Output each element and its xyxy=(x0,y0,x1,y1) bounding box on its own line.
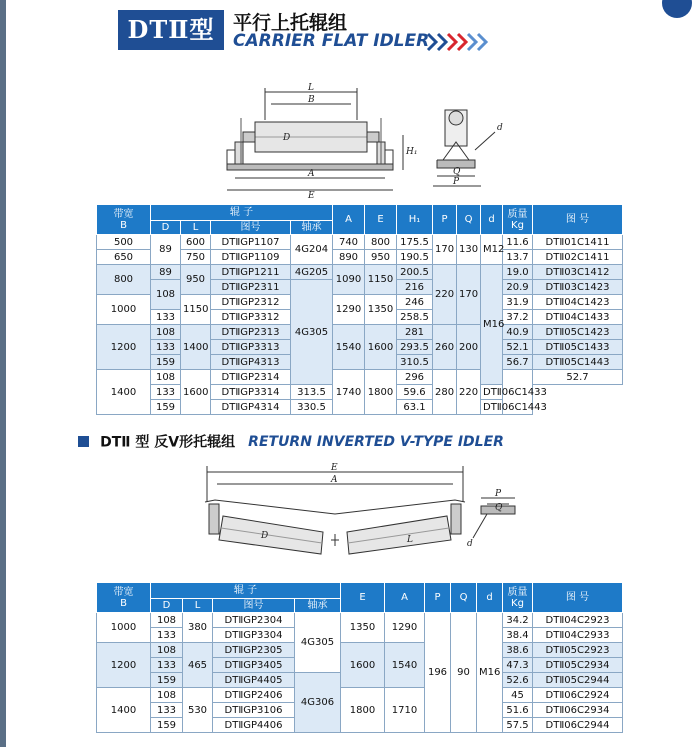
cell: 108 xyxy=(151,643,183,658)
cell: 293.5 xyxy=(397,340,433,355)
cell: 159 xyxy=(151,718,183,733)
cell: 216 xyxy=(397,280,433,295)
cell: 52.7 xyxy=(533,370,623,385)
dim2-d: d xyxy=(467,539,473,549)
cell: 1000 xyxy=(97,613,151,643)
cell: 52.6 xyxy=(503,673,533,688)
cell: DTⅡ04C1433 xyxy=(533,310,623,325)
cell: 133 xyxy=(151,703,183,718)
cell: 1150 xyxy=(181,295,211,325)
cell: 465 xyxy=(183,643,213,688)
return-idler-drawing xyxy=(195,462,525,574)
cell: 159 xyxy=(151,400,181,415)
cell: 530 xyxy=(183,688,213,733)
cell: DTⅡ05C2934 xyxy=(533,658,623,673)
cell: 45 xyxy=(503,688,533,703)
cell: 1350 xyxy=(365,295,397,325)
col-bearing: 轴承 xyxy=(291,221,333,235)
cell: 108 xyxy=(151,370,181,385)
cell: 750 xyxy=(181,250,211,265)
left-side-bar xyxy=(0,0,6,747)
cell: 47.3 xyxy=(503,658,533,673)
col-bandwidth: 带宽 B xyxy=(97,205,151,235)
title-english: CARRIER FLAT IDLER xyxy=(233,31,430,51)
cell: 260 xyxy=(433,325,457,370)
chevron-arrows-icon xyxy=(426,31,496,53)
cell: 890 xyxy=(333,250,365,265)
col-fig: 图 号 xyxy=(533,205,623,235)
cell: 108 xyxy=(151,325,181,340)
col2-E: E xyxy=(341,583,385,613)
carrier-idler-table xyxy=(96,204,623,415)
col-H1: H₁ xyxy=(397,205,433,235)
cell: DTⅡGP2304 xyxy=(213,613,295,628)
dim2-L: L xyxy=(407,535,413,545)
cell: 1600 xyxy=(341,643,385,688)
cell: 1350 xyxy=(341,613,385,643)
cell: 200 xyxy=(457,325,481,370)
cell: DTⅡ05C1423 xyxy=(533,325,623,340)
cell: 950 xyxy=(365,250,397,265)
cell: 4G204 xyxy=(291,235,333,265)
cell: DTⅡGP2312 xyxy=(211,295,291,310)
cell: DTⅡGP3314 xyxy=(211,385,291,400)
corner-logo-dot xyxy=(662,0,692,18)
cell: DTⅡGP1211 xyxy=(211,265,291,280)
cell: 650 xyxy=(97,250,151,265)
cell: 108 xyxy=(151,613,183,628)
col-Q: Q xyxy=(457,205,481,235)
cell: DTⅡ06C1433 xyxy=(481,385,503,400)
cell: 258.5 xyxy=(397,310,433,325)
cell: M16 xyxy=(481,265,503,385)
cell: 1400 xyxy=(97,370,151,415)
cell: 380 xyxy=(183,613,213,643)
cell: 281 xyxy=(397,325,433,340)
cell: 246 xyxy=(397,295,433,310)
cell: DTⅡGP2305 xyxy=(213,643,295,658)
col-E: E xyxy=(365,205,397,235)
cell: 190.5 xyxy=(397,250,433,265)
col2-A: A xyxy=(385,583,425,613)
cell: DTⅡ06C2944 xyxy=(533,718,623,733)
cell: DTⅡGP4314 xyxy=(211,400,291,415)
cell: DTⅡGP3304 xyxy=(213,628,295,643)
cell: DTⅡ06C2924 xyxy=(533,688,623,703)
title-chinese: 平行上托辊组 xyxy=(233,12,348,34)
cell: 133 xyxy=(151,658,183,673)
cell: M12 xyxy=(481,235,503,265)
cell: 38.4 xyxy=(503,628,533,643)
cell: 170 xyxy=(433,235,457,265)
section2-title-english: RETURN INVERTED V-TYPE IDLER xyxy=(248,433,504,450)
cell: M16 xyxy=(477,613,503,733)
col2-P: P xyxy=(425,583,451,613)
cell: 133 xyxy=(151,310,181,325)
dim2-D: D xyxy=(261,531,269,541)
cell: 1540 xyxy=(385,643,425,688)
cell: 313.5 xyxy=(291,385,333,400)
cell: DTⅡ06C1443 xyxy=(481,400,503,415)
cell: 159 xyxy=(151,673,183,688)
cell: 38.6 xyxy=(503,643,533,658)
cell: DTⅡGP4405 xyxy=(213,673,295,688)
col2-drawing-no: 图号 xyxy=(213,599,295,613)
dim-A: A xyxy=(308,169,315,179)
cell: 1290 xyxy=(385,613,425,643)
cell: 37.2 xyxy=(503,310,533,325)
cell: DTⅡGP2314 xyxy=(211,370,291,385)
cell: 108 xyxy=(151,280,181,310)
cell: 20.9 xyxy=(503,280,533,295)
cell: DTⅡGP3312 xyxy=(211,310,291,325)
dim2-E: E xyxy=(331,463,338,473)
cell: 1400 xyxy=(181,325,211,370)
col2-Q: Q xyxy=(451,583,477,613)
cell: DTⅡGP2406 xyxy=(213,688,295,703)
cell: 56.7 xyxy=(503,355,533,370)
col2-D: D xyxy=(151,599,183,613)
cell: 133 xyxy=(151,385,181,400)
cell: 1600 xyxy=(181,370,211,415)
dim-D: D xyxy=(283,133,291,143)
cell: 1150 xyxy=(365,265,397,295)
cell: DTⅡGP3313 xyxy=(211,340,291,355)
col2-mass: 质量 Kg xyxy=(503,583,533,613)
col-d: d xyxy=(481,205,503,235)
return-idler-table xyxy=(96,582,623,733)
cell: 133 xyxy=(151,340,181,355)
section2-heading xyxy=(78,431,504,452)
cell: 31.9 xyxy=(503,295,533,310)
cell: 90 xyxy=(451,613,477,733)
cell: 34.2 xyxy=(503,613,533,628)
cell: 1290 xyxy=(333,295,365,325)
cell: 4G306 xyxy=(295,673,341,733)
cell: DTⅡ01C1411 xyxy=(533,235,623,250)
cell: DTⅡGP3405 xyxy=(213,658,295,673)
col2-d: d xyxy=(477,583,503,613)
section2-title-chinese: DTⅡ 型 反V形托辊组 xyxy=(100,434,236,451)
cell: 19.0 xyxy=(503,265,533,280)
cell: 1090 xyxy=(333,265,365,295)
col-roller: 辊 子 xyxy=(151,205,333,221)
cell: 1710 xyxy=(385,688,425,733)
cell: 220 xyxy=(457,370,481,415)
dim-E: E xyxy=(308,191,315,201)
cell: 40.9 xyxy=(503,325,533,340)
cell: 1600 xyxy=(365,325,397,370)
cell: 4G205 xyxy=(291,265,333,280)
cell: DTⅡ06C2934 xyxy=(533,703,623,718)
cell: 1400 xyxy=(97,688,151,733)
cell: 1200 xyxy=(97,325,151,370)
cell: 1800 xyxy=(341,688,385,733)
cell: DTⅡ03C1423 xyxy=(533,280,623,295)
cell: DTⅡGP4313 xyxy=(211,355,291,370)
cell: DTⅡ04C2923 xyxy=(533,613,623,628)
cell: 108 xyxy=(151,688,183,703)
cell: 950 xyxy=(181,265,211,295)
dim-d: d xyxy=(497,123,503,133)
cell: 1740 xyxy=(333,370,365,415)
cell: 133 xyxy=(151,628,183,643)
cell: 600 xyxy=(181,235,211,250)
cell: 59.6 xyxy=(397,385,433,400)
col2-fig: 图 号 xyxy=(533,583,623,613)
cell: 1540 xyxy=(333,325,365,370)
cell: DTⅡ05C2923 xyxy=(533,643,623,658)
cell: 89 xyxy=(151,265,181,280)
cell: DTⅡGP2311 xyxy=(211,280,291,295)
cell: DTⅡ02C1411 xyxy=(533,250,623,265)
cell: 57.5 xyxy=(503,718,533,733)
col-L: L xyxy=(181,221,211,235)
square-bullet-icon xyxy=(78,436,89,447)
cell: DTⅡGP4406 xyxy=(213,718,295,733)
cell: 330.5 xyxy=(291,400,333,415)
cell: 310.5 xyxy=(397,355,433,370)
col-D: D xyxy=(151,221,181,235)
cell: DTⅡ05C2944 xyxy=(533,673,623,688)
cell: DTⅡ03C1412 xyxy=(533,265,623,280)
cell: 52.1 xyxy=(503,340,533,355)
cell: 159 xyxy=(151,355,181,370)
cell: 296 xyxy=(397,370,433,385)
cell: DTⅡGP1107 xyxy=(211,235,291,250)
cell: 1800 xyxy=(365,370,397,415)
cell: DTⅡGP3106 xyxy=(213,703,295,718)
col2-L: L xyxy=(183,599,213,613)
carrier-idler-drawing xyxy=(205,80,525,200)
col2-bandwidth: 带宽 B xyxy=(97,583,151,613)
col-A: A xyxy=(333,205,365,235)
col-drawing-no: 图号 xyxy=(211,221,291,235)
cell: 11.6 xyxy=(503,235,533,250)
model-badge: DTⅡ型 xyxy=(118,10,224,50)
dim-H1: H₁ xyxy=(406,147,418,157)
dim2-P: P xyxy=(495,489,502,499)
cell: 4G305 xyxy=(295,613,341,673)
cell: DTⅡ04C2933 xyxy=(533,628,623,643)
cell: DTⅡ04C1423 xyxy=(533,295,623,310)
cell: 800 xyxy=(97,265,151,295)
col-mass: 质量 Kg xyxy=(503,205,533,235)
cell: 63.1 xyxy=(397,400,433,415)
dim-P: P xyxy=(453,177,460,187)
cell: 280 xyxy=(433,370,457,415)
cell: 200.5 xyxy=(397,265,433,280)
cell: 196 xyxy=(425,613,451,733)
cell: 130 xyxy=(457,235,481,265)
dim-L: L xyxy=(308,83,314,93)
cell: 89 xyxy=(151,235,181,265)
cell: DTⅡGP1109 xyxy=(211,250,291,265)
cell: 740 xyxy=(333,235,365,250)
dim-Q: Q xyxy=(453,167,461,177)
cell: 1000 xyxy=(97,295,151,325)
cell: 800 xyxy=(365,235,397,250)
cell: 51.6 xyxy=(503,703,533,718)
cell: DTⅡ05C1443 xyxy=(533,355,623,370)
cell: DTⅡGP2313 xyxy=(211,325,291,340)
dim2-A: A xyxy=(331,475,338,485)
cell: DTⅡ05C1433 xyxy=(533,340,623,355)
cell: 13.7 xyxy=(503,250,533,265)
cell: 220 xyxy=(433,265,457,325)
cell: 175.5 xyxy=(397,235,433,250)
col2-roller: 辊 子 xyxy=(151,583,341,599)
cell: 4G305 xyxy=(291,280,333,385)
dim2-Q: Q xyxy=(495,503,503,513)
cell: 1200 xyxy=(97,643,151,688)
cell: 500 xyxy=(97,235,151,250)
col-P: P xyxy=(433,205,457,235)
cell: 170 xyxy=(457,265,481,325)
col2-bearing: 轴承 xyxy=(295,599,341,613)
dim-B: B xyxy=(308,95,315,105)
